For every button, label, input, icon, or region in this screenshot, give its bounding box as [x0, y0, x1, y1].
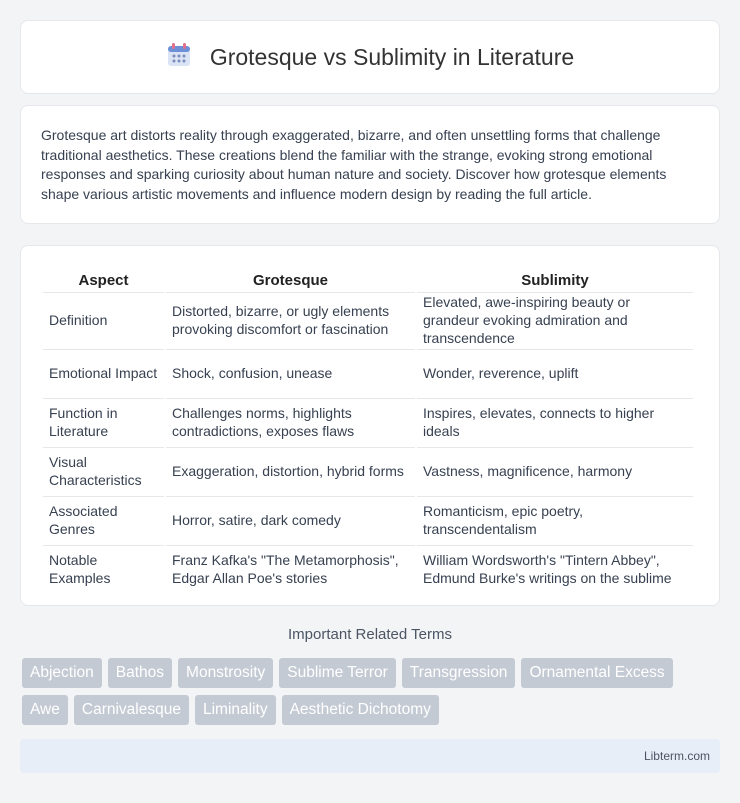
header-grotesque: Grotesque [252, 272, 328, 289]
term-tag[interactable]: Monstrosity [178, 658, 273, 688]
footer [20, 739, 720, 773]
cell-grotesque: Exaggeration, distortion, hybrid forms [166, 447, 415, 494]
intro-card [20, 105, 720, 224]
cell-aspect: Function in Literature [43, 398, 164, 445]
cell-aspect: Definition [43, 292, 164, 347]
table-row [43, 545, 693, 592]
cell-aspect: Visual Characteristics [43, 447, 164, 494]
comparison-card [20, 245, 720, 606]
cell-sublimity: William Wordsworth's "Tintern Abbey", Edmund Burke's writings on the sublime [417, 545, 693, 592]
table-header-row [43, 268, 693, 290]
table-row [43, 292, 693, 347]
term-tag[interactable]: Carnivalesque [74, 695, 189, 725]
cell-sublimity: Elevated, awe-inspiring beauty or grandeur evoking admiration and transcendence [417, 292, 693, 347]
table-row [43, 447, 693, 494]
intro-text: Grotesque art distorts reality through exaggerated, bizarre, and often unsettling forms that challenge traditional aesthetics. These creations blend the familiar with the strange, evoking strong emotional responses and sparking curiosity about human nature and society. Discover how grotesque elements shape various artistic movements and influence modern design by reading the full article. [41, 127, 667, 202]
header-aspect: Aspect [78, 272, 129, 289]
term-tag[interactable]: Ornamental Excess [521, 658, 672, 688]
cell-grotesque: Shock, confusion, unease [166, 349, 415, 396]
header-sublimity: Sublimity [521, 272, 589, 289]
header-inner [166, 42, 574, 73]
related-terms-list [22, 658, 722, 725]
cell-grotesque: Challenges norms, highlights contradictions, exposes flaws [166, 398, 415, 445]
term-tag[interactable]: Bathos [108, 658, 172, 688]
table-row [43, 496, 693, 543]
term-tag[interactable]: Abjection [22, 658, 102, 688]
cell-sublimity: Wonder, reverence, uplift [417, 349, 693, 396]
term-tag[interactable]: Aesthetic Dichotomy [282, 695, 439, 725]
term-tag[interactable]: Awe [22, 695, 68, 725]
cell-grotesque: Distorted, bizarre, or ugly elements provoking discomfort or fascination [166, 292, 415, 347]
cell-aspect: Emotional Impact [43, 349, 164, 396]
table-row [43, 349, 693, 396]
table-row [43, 398, 693, 445]
term-tag[interactable]: Transgression [402, 658, 516, 688]
cell-sublimity: Romanticism, epic poetry, transcendentalism [417, 496, 693, 543]
page-title: Grotesque vs Sublimity in Literature [209, 43, 575, 70]
cell-grotesque: Horror, satire, dark comedy [166, 496, 415, 543]
header-card [20, 20, 720, 94]
comparison-table [41, 266, 695, 594]
related-terms-title: Important Related Terms [288, 626, 452, 643]
cell-grotesque: Franz Kafka's "The Metamorphosis", Edgar Allan Poe's stories [166, 545, 415, 592]
cell-aspect: Notable Examples [43, 545, 164, 592]
cell-sublimity: Inspires, elevates, connects to higher ideals [417, 398, 693, 445]
cell-aspect: Associated Genres [43, 496, 164, 543]
calendar-icon [166, 42, 192, 73]
footer-brand[interactable]: Libterm.com [643, 749, 710, 763]
cell-sublimity: Vastness, magnificence, harmony [417, 447, 693, 494]
term-tag[interactable]: Sublime Terror [279, 658, 396, 688]
term-tag[interactable]: Liminality [195, 695, 276, 725]
